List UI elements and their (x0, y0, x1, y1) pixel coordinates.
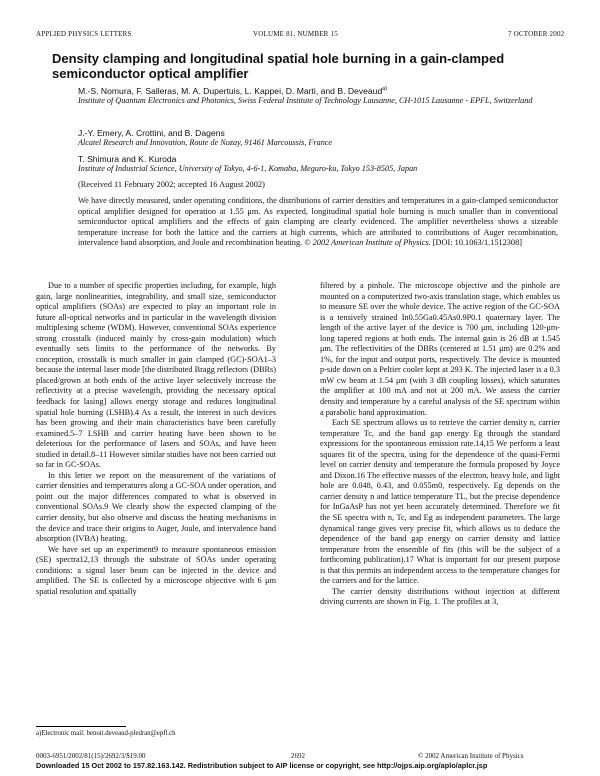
footer-copyright: © 2002 American Institute of Physics (418, 752, 524, 760)
author-group-1 (78, 86, 578, 106)
author-group-3 (78, 154, 578, 174)
body-paragraph: The carrier density distributions without injection at different driving currents are shown in Fig. 1. The profiles at 3, (320, 586, 560, 607)
abstract-text: We have directly measured, under operating conditions, the distributions of carrier densities and temperatures in a gain-clamped semiconductor optical amplifier designed for operation at 1.55 μm. As expected, longitudinal spatial hole burning is much smaller than in conventional semiconductor optical amplifiers and the effects of gain clamping are clearly evidenced. The amplifier nevertheless shows a sizeable temperature increase for both the lattice and the carriers at high currents, which are attributed to contributions of Auger recombination, intervalence band absorption, and Joule and recombination heating. (78, 196, 558, 248)
received-dates: (Received 11 February 2002; accepted 16 August 2002) (78, 180, 265, 189)
affiliation-3: Institute of Industrial Science, University of Tokyo, 4-6-1, Komaba, Meguro-ku, Tokyo 153-8505, Japan (78, 164, 418, 173)
affiliation-2: Alcatel Research and Innovation, Route de Nozay, 91461 Marcoussis, France (78, 138, 333, 147)
right-column (320, 281, 560, 608)
issue-date: 7 OCTOBER 2002 (508, 30, 565, 38)
body-paragraph: We have set up an experiment9 to measure spontaneous emission (SE) spectra12,13 through the substrate of SOAs under operating conditions: a signal laser beam can be injected in the device and amplified. The SE is collected by a microscope objective with 6 μm spatial resolution and spatially (36, 544, 276, 596)
body-paragraph: Each SE spectrum allows us to retrieve the carrier density n, carrier temperature Tc, and the band gap energy Eg through the standard expressions for the spontaneous emission rate.14,15 We perform a least squares fit of the spectra, using for the dependence of the quasi-Fermi level on carrier density and temperature the formula proposed by Joyce and Dixon.16 The effective masses of the electron, heavy hole, and light hole are 0.048, 0.43, and 0.055m0, respectively. Eg depends on the carrier density n and lattice temperature TL, but the precise dependence for InGaAsP has not yet been accurately determined. Therefore we fit the SE spectra with n, Tc, and Eg as independent parameters. The large dynamical range gives very precise fit, which allows us to deduce the dependence of the band gap energy on carrier density and lattice temperature from the ensemble of fits (this will be the subject of a forthcoming publication).17 What is important for our present purpose is that this permits an independent access to the temperature changes for the carriers and for the lattice. (320, 418, 560, 586)
body-paragraph: In this letter we report on the measurement of the variations of carrier densities and temperatures along a GC-SOA under operation, and point out the major differences compared to what is observed in conventional SOAs.9 We clearly show the expected clamping of the carrier density, but also observe and discuss the heating mechanisms in the device and trace their origins to Auger, Joule, and intervalence band absorption (IVBA) heating. (36, 470, 276, 544)
paper-title: Density clamping and longitudinal spatial hole burning in a gain-clamped semiconductor optical amplifier (52, 51, 505, 81)
author-group-2 (78, 128, 578, 148)
authors-line-2: J.-Y. Emery, A. Crottini, and B. Dagens (78, 128, 225, 138)
volume-number: VOLUME 81, NUMBER 15 (253, 30, 338, 38)
body-paragraph: Due to a number of specific properties including, for example, high gain, large nonlinearities, integrability, and small size, semiconductor optical amplifiers (SOAs) are expected to play an important role in future all-optical networks and in particular in the wavelength division multiplexing scheme (WDM). However, conventional SOAs experience strong crosstalk (induced mainly by cross-gain modulation) which eventually sets limits to the performance of the networks. By conception, crosstalk is much smaller in gain clamped (GC)-SOA1–3 because the internal laser mode [the distributed Bragg reflectors (DBRs) placed/grown at both ends of the active layer selectively increase the reflectivity at a precise wavelength, providing the necessary optical feedback for lasing] allows energy storage and reduces longitudinal spatial hole burning (LSHB).4 As a result, the interest in such devices has been growing and their main characteristics have been carefully examined.5–7 LSHB and carrier heating have been shown to be deleterious for the performance of lasers and SOAs, and have been studied in detail.8–11 However similar studies have not been carried out so far in GC-SOAs. (36, 281, 276, 470)
authors-line-3: T. Shimura and K. Kuroda (78, 154, 177, 164)
author-footnote-marker: a) (382, 86, 388, 93)
abstract-copyright: © 2002 American Institute of Physics. (304, 238, 431, 248)
article-code: 0003-6951/2002/81(15)/2692/3/$19.00 (36, 752, 146, 760)
download-notice: Downloaded 15 Oct 2002 to 157.82.163.142. Redistribution subject to AIP license or copyright, see http://ojps.aip.org/aplo/aplcr.jsp (36, 761, 488, 770)
doi-link[interactable]: [DOI: 10.1063/1.1512308] (432, 238, 522, 248)
left-column (36, 281, 276, 597)
authors-line-1: M.-S. Nomura, F. Salleras, M. A. Dupertuis, L. Kappei, D. Marti, and B. Deveaud (78, 86, 383, 96)
affiliation-1: Institute of Quantum Electronics and Photonics, Swiss Federal Institute of Technology Lausanne, CH-1015 Lausanne - EPFL, Switzerland (78, 96, 533, 105)
journal-name: APPLIED PHYSICS LETTERS (36, 30, 132, 38)
footnote-rule (36, 726, 126, 727)
body-paragraph: filtered by a pinhole. The microscope objective and the pinhole are mounted on a computerized two-axis translation stage, which enables us to measure SE over the whole device. The active region of the GC-SOA is a tensively strained In0.55Ga0.45As0.9P0.1 quaternary layer. The length of the active layer of the device is 700 μm, including 120-μm-long tapered regions at both ends. The internal gain is 26 dB at 1.545 μm. The reflectivities of the DBRs (centered at 1.51 μm) are 0.2% and 1%, for the input and output ports, respectively. The device is mounted p-side down on a Peltier cooler kept at 293 K. The injected laser is a 0.3 mW cw beam at 1.54 μm (with 3 dB coupling losses), which saturates the amplifier at 100 mA and not at 200 mA. We assess the carrier density and temperature by a careful analysis of the SE spectrum within a parabolic band approximation. (320, 281, 560, 417)
author-email-footnote: a)Electronic mail: benoit.deveaud-pledran@epfl.ch (36, 730, 176, 737)
abstract (78, 196, 558, 249)
page-number: 2692 (291, 752, 305, 760)
